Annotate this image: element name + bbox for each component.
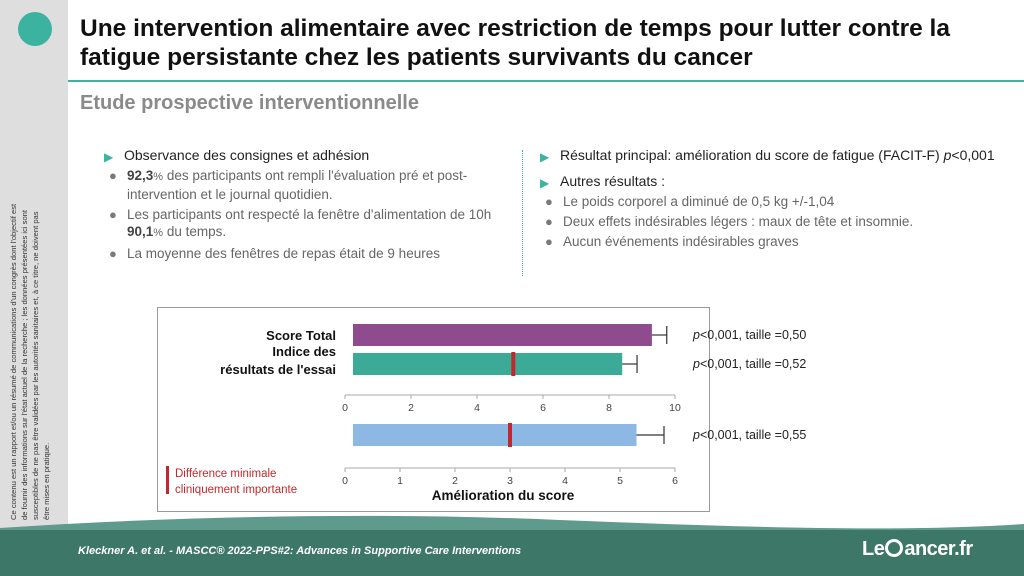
x-tick-label: 10 bbox=[669, 402, 681, 414]
dot-bullet-icon: ● bbox=[109, 207, 117, 222]
data-label bbox=[692, 357, 806, 371]
data-label bbox=[692, 428, 806, 442]
mcid-marker bbox=[511, 352, 515, 376]
category-label: résultats de l'essai bbox=[220, 362, 336, 377]
p-value: <0,001 bbox=[951, 147, 995, 163]
page-title: Une intervention alimentaire avec restriction de temps pour lutter contre la fatigue persistante chez les patients survivants du cancer bbox=[80, 15, 950, 71]
p-symbol: p bbox=[693, 357, 700, 371]
percent-sign: % bbox=[153, 227, 164, 239]
bullet-heading: Observance des consignes et adhésion bbox=[124, 147, 370, 163]
x-tick-label: 6 bbox=[540, 402, 546, 414]
right-column bbox=[540, 146, 1010, 253]
bullet-heading: Autres résultats : bbox=[560, 173, 666, 189]
x-tick-label: 0 bbox=[342, 475, 348, 487]
x-tick-label: 8 bbox=[606, 402, 612, 414]
dot-bullet-icon: ● bbox=[545, 214, 553, 229]
dot-bullet-icon: ● bbox=[109, 168, 117, 183]
sub-list bbox=[104, 167, 509, 262]
left-column bbox=[104, 146, 509, 265]
sub-item-text: Le poids corporel a diminué de 0,5 kg +/-1,04 bbox=[563, 194, 835, 209]
sub-item-text: des participants ont rempli l'évaluation pré et post-intervention et le journal quotidien. bbox=[127, 168, 468, 202]
sub-item bbox=[104, 167, 509, 203]
sub-item-text: La moyenne des fenêtres de repas était de 9 heures bbox=[127, 246, 440, 261]
x-axis-title: Amélioration du score bbox=[431, 488, 575, 503]
dot-bullet-icon: ● bbox=[545, 194, 553, 209]
p-symbol: p bbox=[943, 147, 952, 163]
sub-item-text: Aucun événements indésirables graves bbox=[563, 234, 799, 249]
sub-item bbox=[104, 245, 509, 262]
sub-list bbox=[540, 193, 1010, 250]
bullet-main-result bbox=[540, 146, 1010, 164]
x-tick-label: 1 bbox=[397, 475, 403, 487]
sub-item bbox=[540, 193, 1010, 210]
value-bold: 90,1 bbox=[127, 224, 154, 239]
logo-text-right: ancer.fr bbox=[904, 538, 973, 560]
brand-dot bbox=[18, 12, 52, 46]
legend-marker bbox=[166, 466, 169, 494]
mcid-marker bbox=[508, 423, 512, 447]
dot-bullet-icon: ● bbox=[109, 246, 117, 261]
sub-item bbox=[540, 233, 1010, 250]
sub-item-text: Les participants ont respecté la fenêtre d'alimentation de 10h bbox=[127, 207, 492, 222]
triangle-bullet-icon: ▶ bbox=[540, 176, 550, 190]
x-tick-label: 2 bbox=[408, 402, 414, 414]
bullet-observance bbox=[104, 146, 509, 164]
bar bbox=[353, 324, 652, 346]
category-label: Score Total bbox=[266, 328, 336, 343]
bullet-other-results bbox=[540, 172, 1010, 190]
p-symbol: p bbox=[693, 428, 700, 442]
annotation-value: <0,001, taille =0,55 bbox=[699, 428, 807, 442]
bullet-heading: Résultat principal: amélioration du score de fatigue (FACIT-F) bbox=[560, 147, 944, 163]
triangle-bullet-icon: ▶ bbox=[540, 150, 550, 164]
title-divider bbox=[68, 80, 1024, 82]
x-tick-label: 4 bbox=[474, 402, 480, 414]
brand-logo[interactable] bbox=[862, 538, 973, 561]
column-divider bbox=[522, 150, 523, 276]
disclaimer-text: Ce contenu est un rapport et/ou un résumé de communications d'un congrès dont l'objectif est de fournir des informations sur l'état actuel de la recherche ; les données présentées ici sont susceptibles de ne pas être validées par les autorités sanitaires et, à ce titre, ne doivent pas être mises en pratique. bbox=[9, 203, 51, 520]
chart-svg bbox=[158, 308, 807, 513]
x-tick-label: 4 bbox=[562, 475, 568, 487]
citation: Kleckner A. et al. - MASCC® 2022-PPS#2: Advances in Supportive Care Interventions bbox=[78, 545, 522, 557]
legend-label: Différence minimale bbox=[175, 468, 277, 480]
x-tick-label: 6 bbox=[672, 475, 678, 487]
bar bbox=[353, 353, 622, 375]
page-subtitle: Etude prospective interventionnelle bbox=[80, 92, 419, 114]
x-tick-label: 2 bbox=[452, 475, 458, 487]
logo-c-icon bbox=[885, 539, 903, 557]
annotation-value: <0,001, taille =0,52 bbox=[699, 357, 807, 371]
x-tick-label: 0 bbox=[342, 402, 348, 414]
sub-item bbox=[104, 206, 509, 242]
p-symbol: p bbox=[693, 328, 700, 342]
chart-panel bbox=[157, 307, 807, 512]
sub-item-text: du temps. bbox=[163, 224, 227, 239]
data-label bbox=[692, 328, 806, 342]
dot-bullet-icon: ● bbox=[545, 234, 553, 249]
bar bbox=[353, 424, 637, 446]
x-tick-label: 3 bbox=[507, 475, 513, 487]
logo-text-left: Le bbox=[862, 538, 885, 560]
triangle-bullet-icon: ▶ bbox=[104, 150, 114, 164]
legend-label: cliniquement importante bbox=[175, 484, 298, 496]
x-tick-label: 5 bbox=[617, 475, 623, 487]
sub-item-text: Deux effets indésirables légers : maux de tête et insomnie. bbox=[563, 214, 914, 229]
sub-item bbox=[540, 213, 1010, 230]
annotation-value: <0,001, taille =0,50 bbox=[699, 328, 807, 342]
category-label: Indice des bbox=[272, 344, 336, 359]
value-bold: 92,3 bbox=[127, 168, 154, 183]
percent-sign: % bbox=[153, 171, 164, 183]
